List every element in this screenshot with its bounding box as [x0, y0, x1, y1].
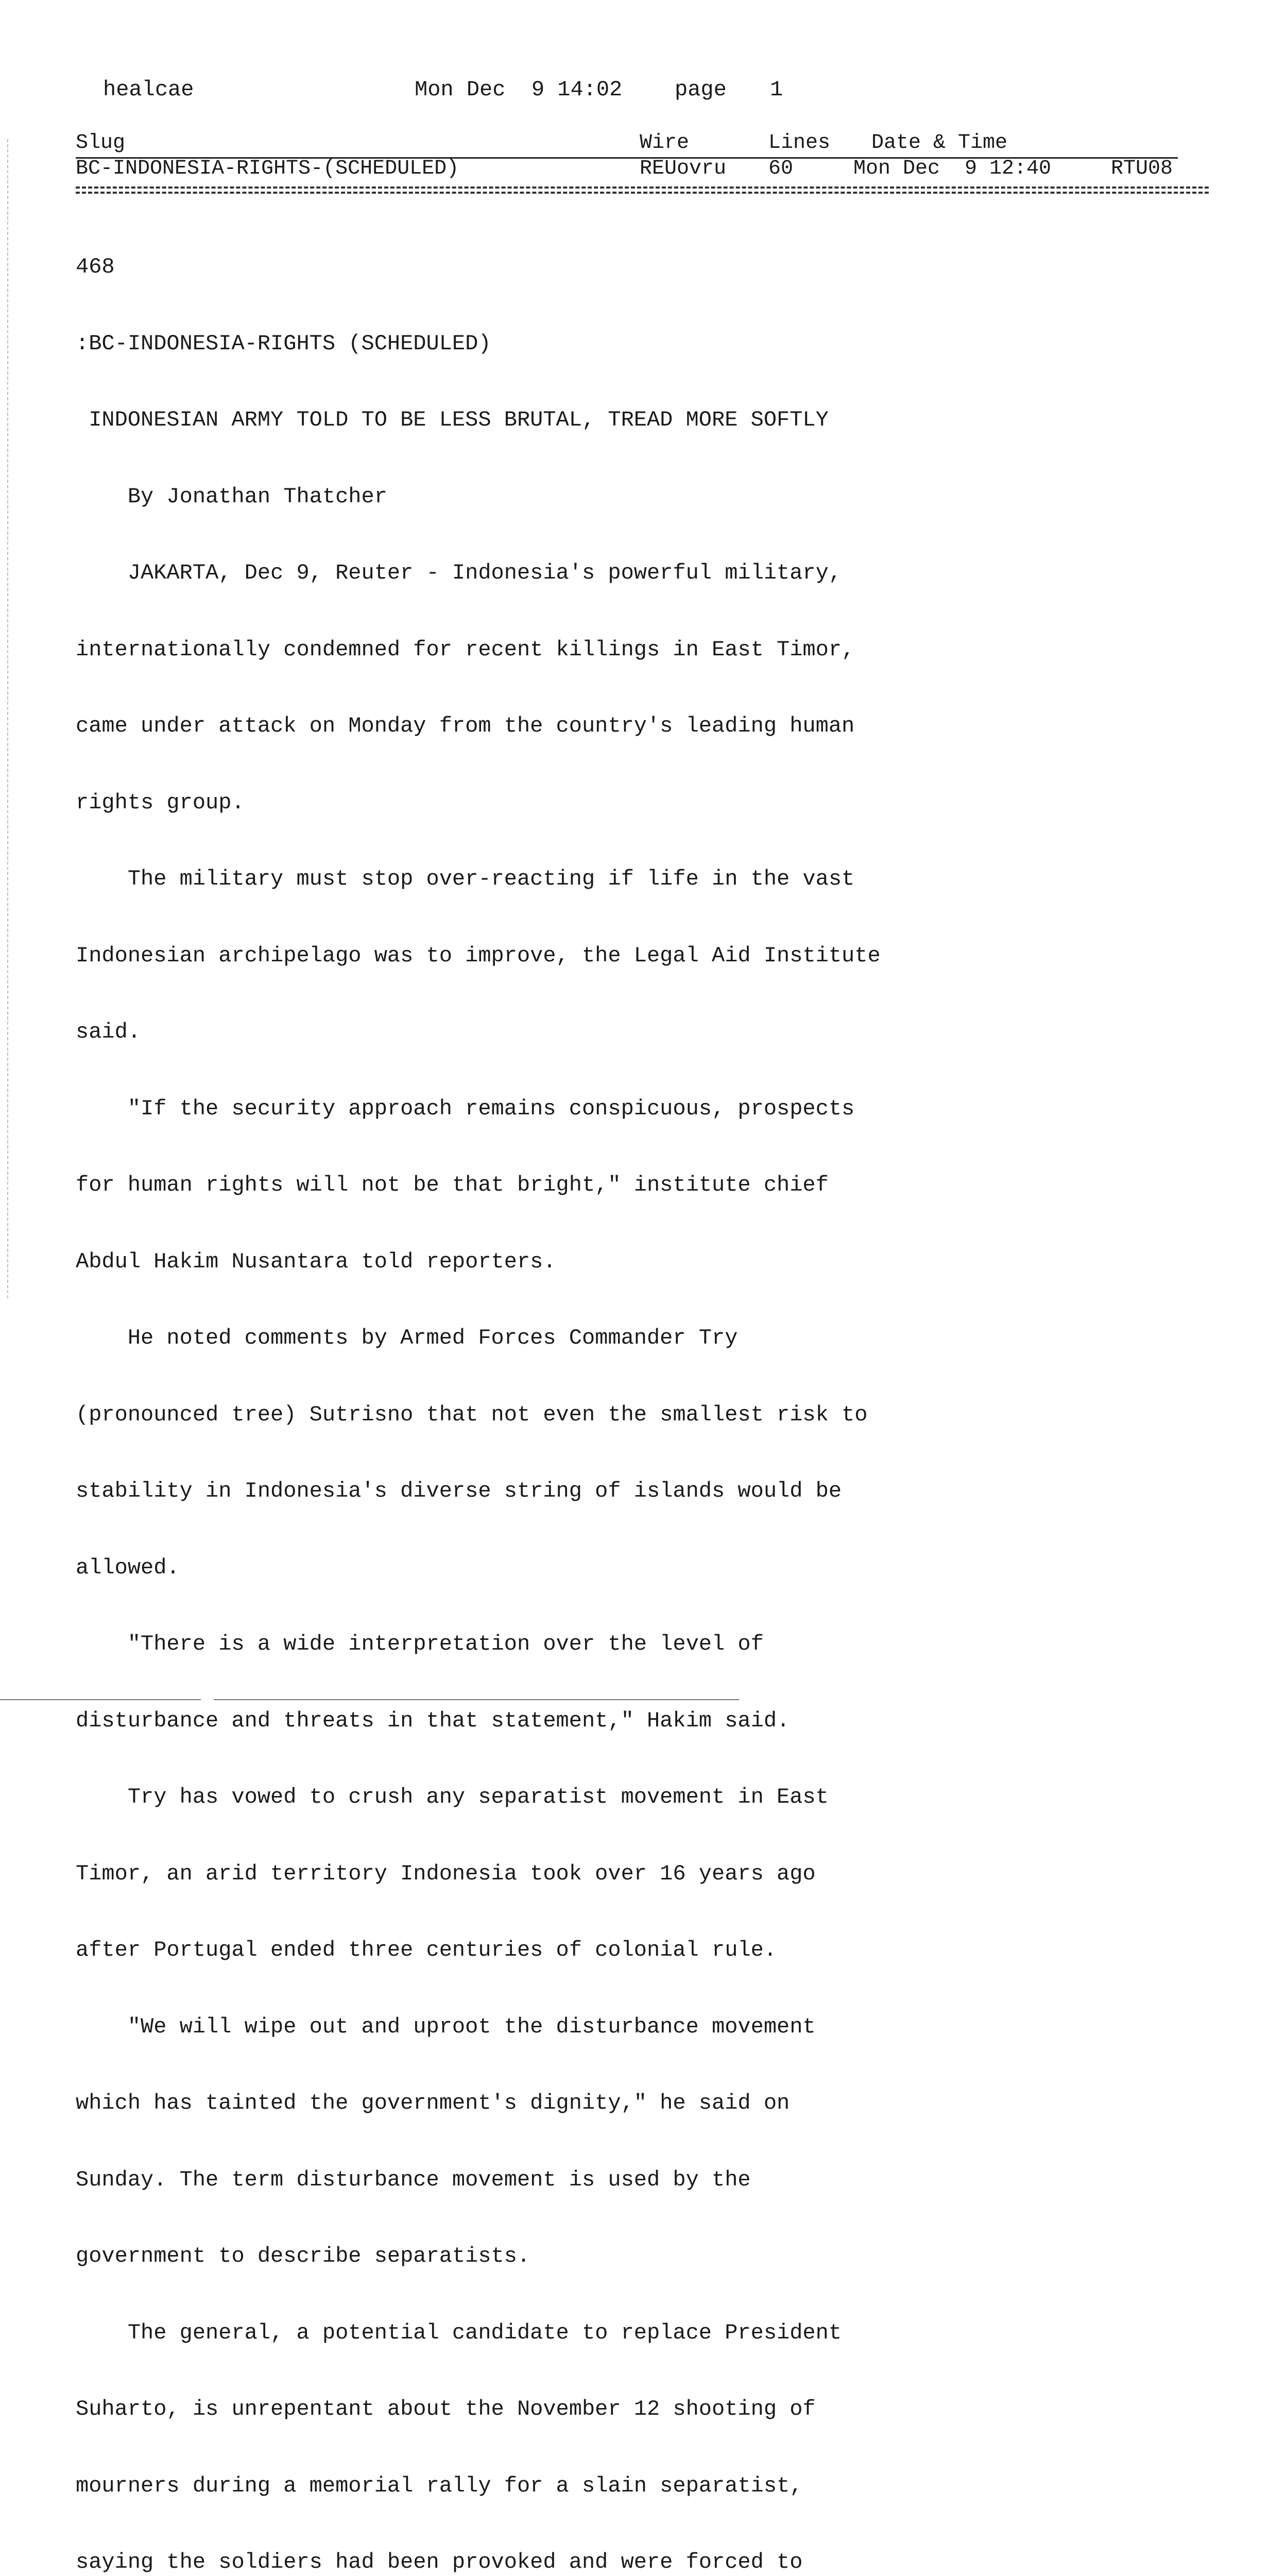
story-line: Try has vowed to crush any separatist movement in East — [76, 1785, 829, 1809]
story-body — [76, 204, 1209, 2576]
slug-table-row — [76, 157, 1178, 183]
slug-value: BC-INDONESIA-RIGHTS-(SCHEDULED) — [76, 157, 459, 180]
scan-edge-marks — [7, 139, 10, 1298]
story-line: said. — [76, 1020, 141, 1044]
story-line: after Portugal ended three centuries of colonial rule. — [76, 1938, 777, 1962]
slug-header: Slug — [76, 131, 126, 155]
footer-rule-left — [0, 1699, 201, 1700]
story-line: JAKARTA, Dec 9, Reuter - Indonesia's powerful military, — [76, 561, 842, 585]
story-line: (pronounced tree) Sutrisno that not even the smallest risk to — [76, 1402, 868, 1427]
header-user: healcae — [103, 77, 194, 102]
story-line: Indonesian archipelago was to improve, the Legal Aid Institute — [76, 943, 881, 968]
footer-rule-right — [214, 1699, 739, 1700]
header-datetime: Mon Dec 9 14:02 — [415, 77, 623, 102]
story-byline: By Jonathan Thatcher — [76, 484, 387, 509]
story-headline: INDONESIAN ARMY TOLD TO BE LESS BRUTAL, TREAD MORE SOFTLY — [76, 408, 829, 432]
lines-header: Lines — [768, 131, 831, 155]
story-line: came under attack on Monday from the country's leading human — [76, 714, 855, 738]
story-line: saying the soldiers had been provoked and were forced to — [76, 2550, 803, 2574]
header-page-number: 1 — [770, 77, 783, 102]
lines-value: 60 — [768, 157, 794, 180]
story-line: for human rights will not be that bright," institute chief — [76, 1173, 829, 1197]
story-line: disturbance and threats in that statement," Hakim said. — [76, 1708, 790, 1733]
story-line: rights group. — [76, 790, 245, 815]
wire-value: REUovru — [640, 157, 727, 180]
separator-line-1 — [76, 187, 1209, 189]
story-slugline: :BC-INDONESIA-RIGHTS (SCHEDULED) — [76, 331, 491, 356]
story-line: Sunday. The term disturbance movement is used by the — [76, 2167, 751, 2192]
story-line: The general, a potential candidate to replace President — [76, 2320, 842, 2345]
story-line: He noted comments by Armed Forces Commander Try — [76, 1326, 738, 1350]
story-line: allowed. — [76, 1555, 180, 1580]
story-line: stability in Indonesia's diverse string of islands would be — [76, 1479, 842, 1503]
story-line: Abdul Hakim Nusantara told reporters. — [76, 1249, 556, 1274]
wire-header: Wire — [640, 131, 690, 155]
separator-line-2 — [76, 192, 1209, 194]
story-line: Suharto, is unrepentant about the November 12 shooting of — [76, 2397, 816, 2421]
datetime-value: Mon Dec 9 12:40 — [853, 157, 1052, 180]
code-value: RTU08 — [1111, 157, 1173, 180]
story-number: 468 — [76, 255, 115, 279]
story-line: internationally condemned for recent killings in East Timor, — [76, 637, 855, 662]
story-line: government to describe separatists. — [76, 2244, 530, 2268]
story-line: The military must stop over-reacting if life in the vast — [76, 867, 855, 891]
story-line: which has tainted the government's dignity," he said on — [76, 2091, 790, 2115]
datetime-header: Date & Time — [871, 131, 1008, 155]
story-line: mourners during a memorial rally for a slain separatist, — [76, 2473, 803, 2498]
slug-table-header — [76, 131, 1178, 159]
story-line: "If the security approach remains conspicuous, prospects — [76, 1096, 855, 1121]
story-line: "We will wipe out and uproot the disturbance movement — [76, 2014, 816, 2039]
story-line: Timor, an arid territory Indonesia took over 16 years ago — [76, 1861, 816, 1886]
story-line: "There is a wide interpretation over the level of — [76, 1632, 764, 1656]
header-page-label: page — [675, 77, 727, 102]
